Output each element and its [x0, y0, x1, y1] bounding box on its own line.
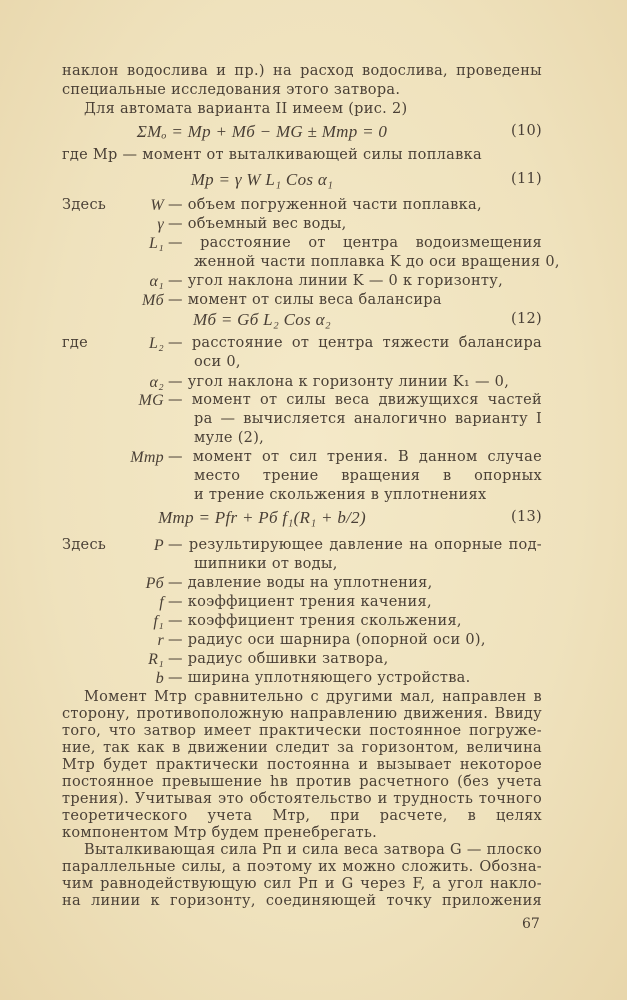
- formula: Mр = γ W L₁ Cos α₁: [190, 170, 334, 189]
- definition-line: [62, 448, 542, 467]
- formula: Mтр = Pfr + Pб f₁(R₁ + b/2): [158, 508, 366, 527]
- definition-line: [62, 234, 542, 253]
- definition-line: [62, 486, 542, 505]
- text-line: Момент Mтр сравнительно с другими мал, направлен в: [84, 689, 542, 705]
- equation-number: (12): [511, 311, 542, 327]
- text-line: ние, так как в движении следит за горизонтом, величина: [62, 740, 542, 756]
- definition-line: [62, 410, 542, 429]
- definition-line: [62, 373, 542, 392]
- definition-symbol: Mб: [142, 292, 164, 309]
- definition-symbol: L₁: [148, 235, 164, 252]
- definition-line: [62, 536, 542, 555]
- text-line: специальные исследования этого затвора.: [62, 82, 401, 98]
- definition-symbol: r: [157, 632, 164, 649]
- equation-number: (13): [511, 509, 542, 525]
- definition-symbol: W: [150, 197, 164, 214]
- equation-number: (11): [511, 171, 542, 187]
- definition-line: [62, 555, 542, 574]
- text-line: на линии к горизонту, соединяющей точку приложения: [62, 893, 542, 909]
- definition-symbol: Pб: [145, 575, 164, 592]
- definition-text: место трение вращения в опорных: [194, 468, 542, 484]
- text-line: Выталкивающая сила Pп и сила веса затвора G — плоско: [84, 842, 542, 858]
- formula-line: [62, 122, 542, 141]
- definition-text: — ширина уплотняющего устройства.: [168, 670, 471, 686]
- text-line: параллельные силы, а поэтому их можно сложить. Обозна-: [62, 859, 542, 875]
- definition-symbol: α₁: [149, 273, 164, 290]
- definition-line: [62, 574, 542, 593]
- definition-text: оси 0,: [194, 354, 241, 370]
- formula: Mб = Gб L₂ Cos α₂: [192, 310, 331, 329]
- definition-symbol: MG: [138, 392, 164, 409]
- text-line: Для автомата варианта II имеем (рис. 2): [84, 101, 408, 117]
- definition-line: [62, 291, 542, 310]
- definition-text: — момент от силы веса движущихся частей: [168, 392, 542, 408]
- definition-line: [62, 272, 542, 291]
- definition-line: [62, 353, 542, 372]
- definition-text: — объем погруженной части поплавка,: [168, 197, 482, 213]
- text-line: трения). Учитывая это обстоятельство и трудность точного: [62, 791, 542, 807]
- definition-symbol: P: [153, 537, 164, 554]
- definition-text: — давление воды на уплотнения,: [168, 575, 433, 591]
- definition-text: — радиус оси шарнира (опорной оси 0),: [168, 632, 486, 648]
- text-line: компонентом Mтр будем пренебрегать.: [62, 825, 378, 841]
- definition-line: [62, 612, 542, 631]
- definition-line: [62, 631, 542, 650]
- definition-symbol: f₁: [153, 613, 164, 630]
- text-line: сторону, противоположную направлению движения. Ввиду: [62, 706, 542, 722]
- definition-line: [62, 669, 542, 688]
- text-line: наклон водослива и пр.) на расход водослива, проведены: [62, 63, 542, 79]
- definition-symbol: γ: [157, 216, 164, 233]
- formula-line: [62, 310, 542, 329]
- text-line: того, что затвор имеет практически постоянное погруже-: [62, 723, 542, 739]
- definition-symbol: R₁: [148, 651, 164, 668]
- definition-line: [62, 391, 542, 410]
- definition-line: [62, 196, 542, 215]
- definition-text: шипники от воды,: [194, 556, 338, 572]
- formula: ΣMₒ = Mр + Mб − MG ± Mтр = 0: [136, 122, 388, 141]
- definition-text: — момент от силы веса балансира: [168, 292, 442, 308]
- definition-text: — объемный вес воды,: [168, 216, 347, 232]
- definition-symbol: Mтр: [130, 449, 164, 466]
- definition-text: — коэффициент трения качения,: [168, 594, 432, 610]
- text-line: где Mр — момент от выталкивающей силы поплавка: [62, 147, 482, 163]
- definition-text: — момент от сил трения. В данном случае: [168, 449, 542, 465]
- definition-lead: Здесь: [62, 537, 107, 553]
- text-line: Mтр будет практически постоянна и вызывает некоторое: [62, 757, 542, 773]
- formula-line: [62, 170, 542, 189]
- text-line: теоретического учета Mтр, при расчете, в целях: [62, 808, 542, 824]
- definition-text: муле (2),: [194, 430, 265, 446]
- definition-symbol: α₂: [149, 374, 164, 391]
- definition-text: — угол наклона линии K — 0 к горизонту,: [168, 273, 503, 289]
- definition-lead: Здесь: [62, 197, 107, 213]
- definition-line: [62, 215, 542, 234]
- definition-line: [62, 253, 560, 272]
- page-number: 67: [522, 916, 540, 932]
- definition-line: [62, 467, 542, 486]
- definition-text: — радиус обшивки затвора,: [168, 651, 389, 667]
- equation-number: (10): [511, 123, 542, 139]
- definition-line: [62, 593, 542, 612]
- text-line: чим равнодействующую сил Pп и G через F, а угол накло-: [62, 876, 542, 892]
- definition-text: ра — вычисляется аналогично варианту I: [194, 411, 542, 427]
- formula-line: [62, 508, 542, 527]
- definition-text: — расстояние от центра тяжести балансира: [168, 335, 542, 351]
- definition-text: — коэффициент трения скольжения,: [168, 613, 462, 629]
- definition-line: [62, 334, 542, 353]
- definition-text: — расстояние от центра водоизмещения: [168, 235, 542, 251]
- definition-symbol: f: [159, 594, 164, 611]
- definition-lead: где: [62, 335, 89, 351]
- definition-symbol: b: [155, 670, 164, 687]
- definition-line: [62, 650, 542, 669]
- text-line: постоянное превышение hв против расчетного (без учета: [62, 774, 542, 790]
- definition-text: — результирующее давление на опорные под-: [168, 537, 542, 553]
- definition-line: [62, 429, 542, 448]
- definition-symbol: L₂: [148, 335, 164, 352]
- definition-text: и трение скольжения в уплотнениях: [194, 487, 487, 503]
- definition-text: женной части поплавка K до оси вращения 0,: [194, 254, 560, 270]
- definition-text: — угол наклона к горизонту линии K₁ — 0,: [168, 374, 510, 390]
